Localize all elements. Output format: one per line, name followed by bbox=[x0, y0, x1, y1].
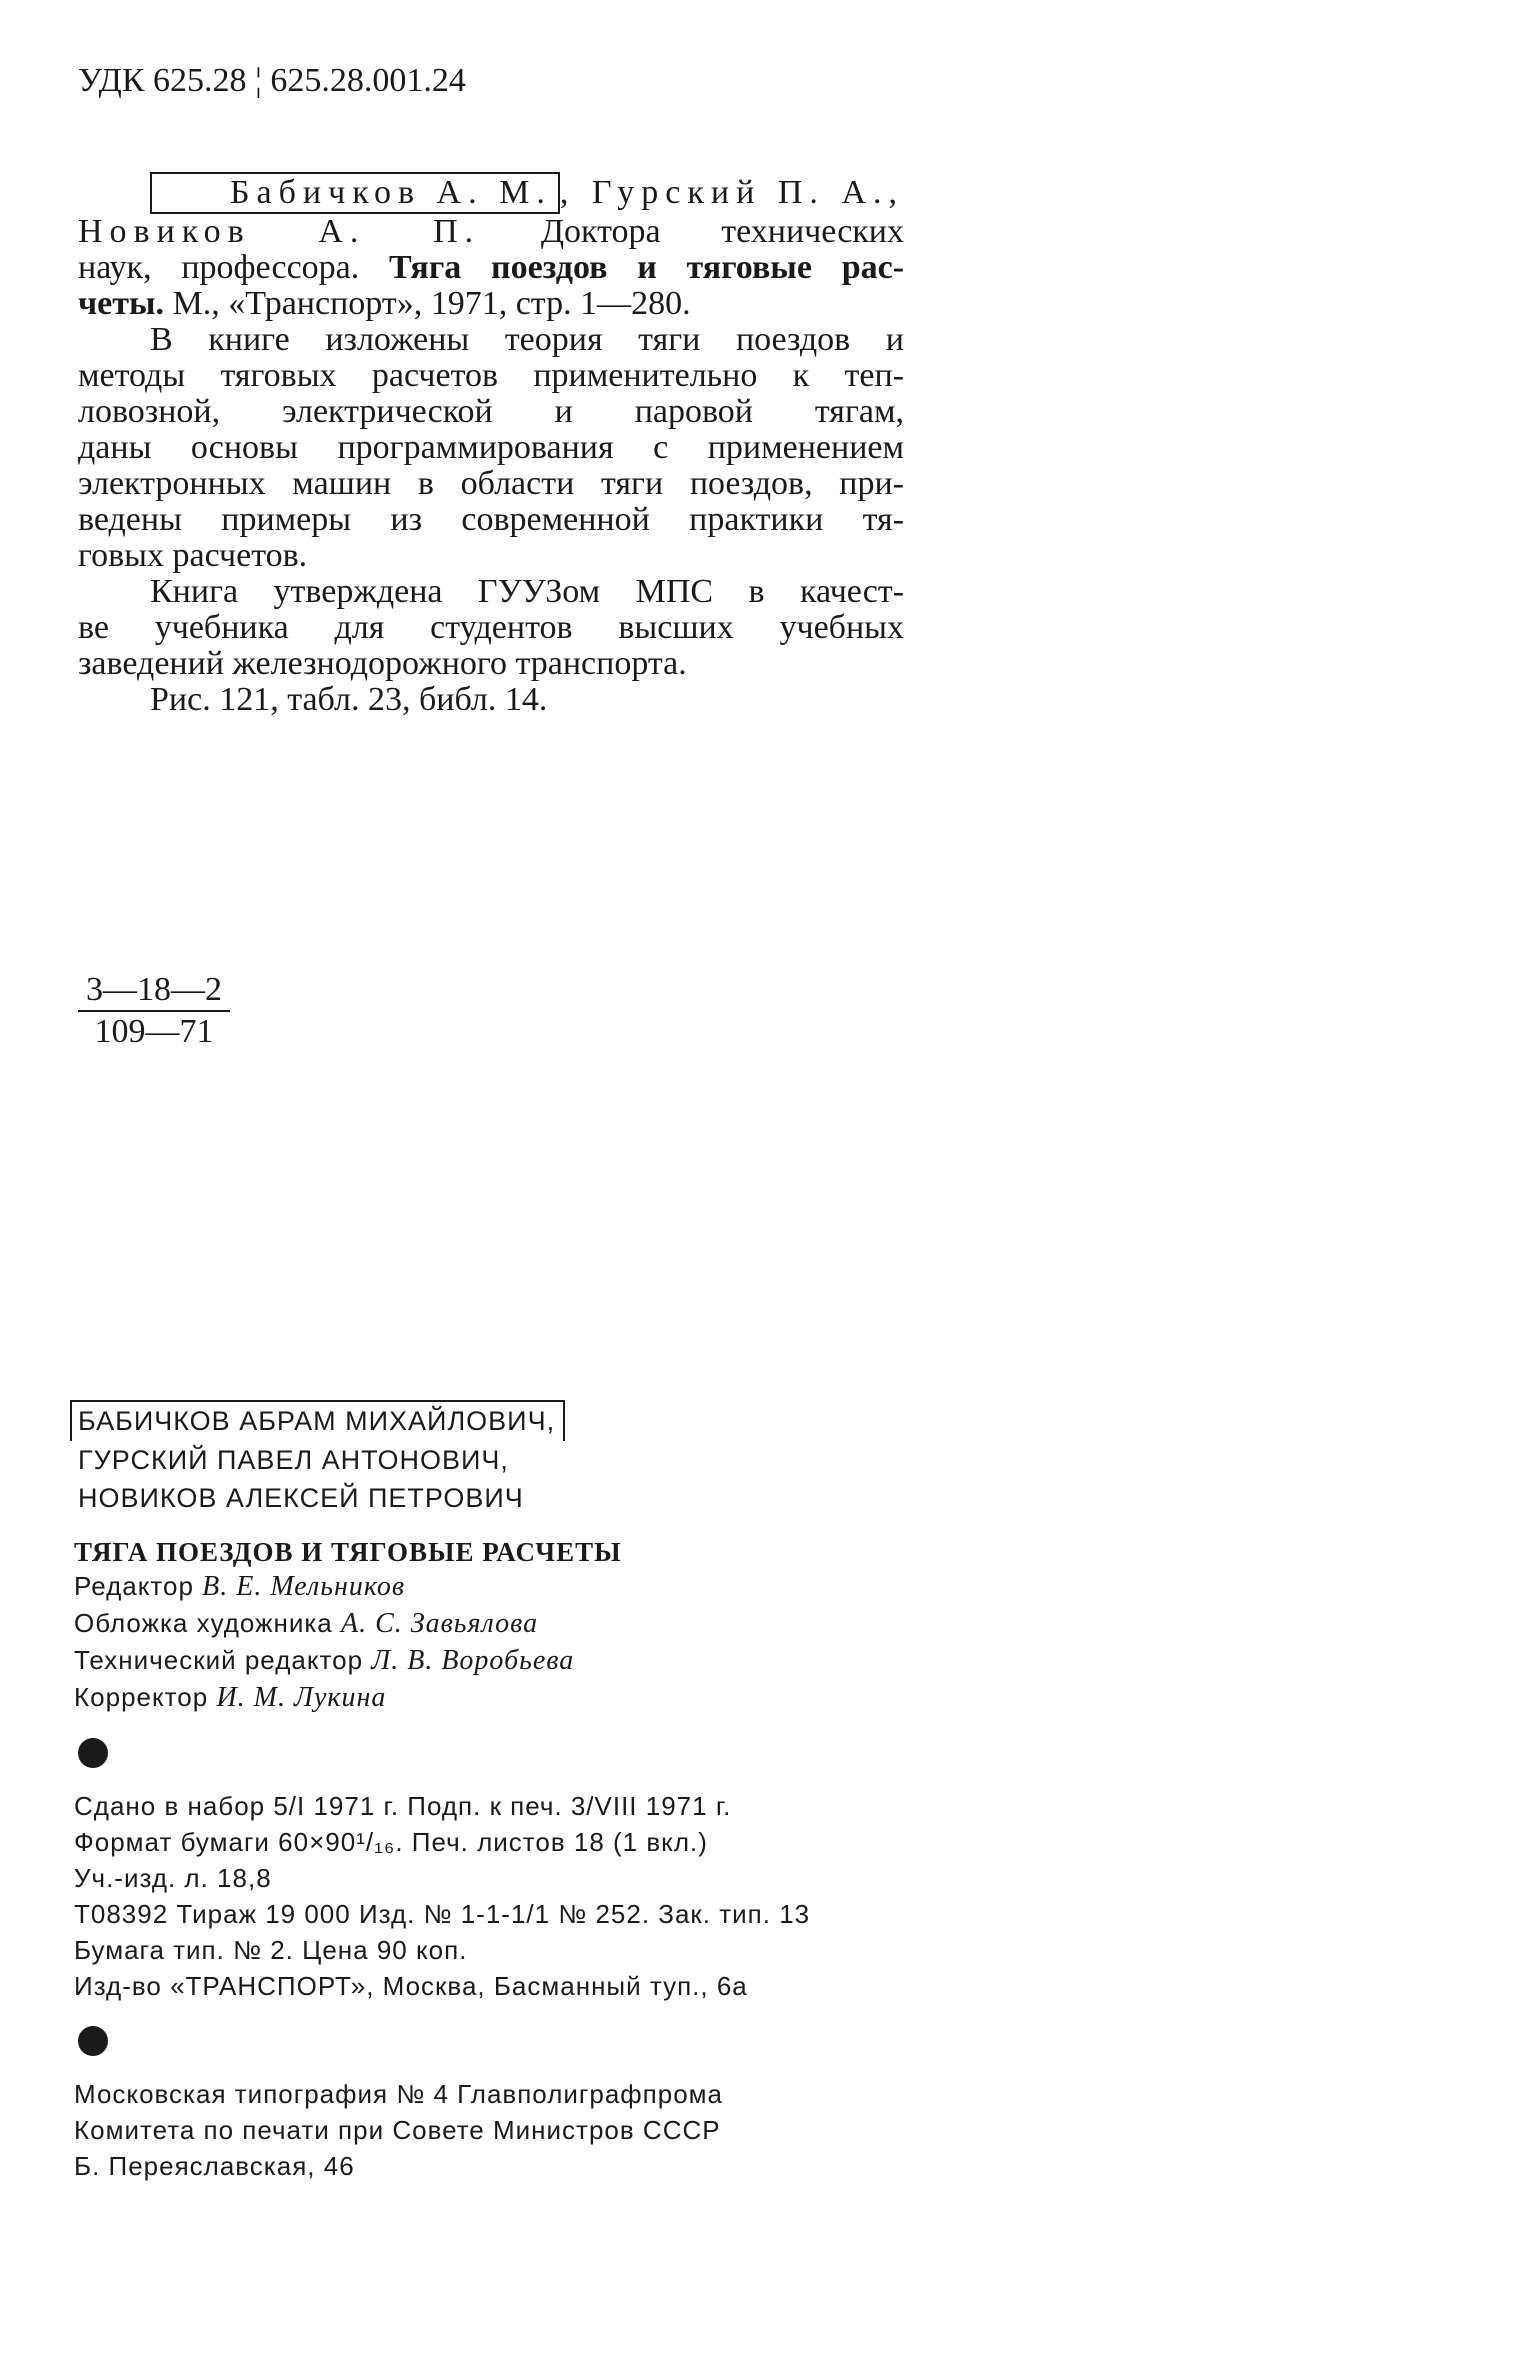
authors-line-3: наук, профессора. Тяга поездов и тяговые рас- bbox=[78, 249, 905, 286]
catalog-code-top: 3—18—2 bbox=[78, 970, 230, 1012]
imprint-line: Уч.-изд. л. 18,8 bbox=[74, 1863, 272, 1893]
imprint-line: Бумага тип. № 2. Цена 90 коп. bbox=[74, 1935, 468, 1965]
desc-line: говых расчетов. bbox=[78, 537, 308, 574]
deceased-author-box: Бабичков А. М. bbox=[150, 172, 560, 214]
catalog-code-bottom: 109—71 bbox=[94, 1013, 214, 1050]
udk-code: УДК 625.28 ¦ 625.28.001.24 bbox=[78, 62, 466, 99]
approval-line: ве учебника для студентов высших учебных bbox=[78, 609, 904, 646]
staff-line: Обложка художника А. С. Завьялова bbox=[74, 1608, 539, 1639]
imprint-line: Формат бумаги 60×90¹/₁₆. Печ. листов 18 (1 вкл.) bbox=[74, 1827, 708, 1857]
deceased-author-full: БАБИЧКОВ АБРАМ МИХАЙЛОВИЧ, bbox=[70, 1400, 565, 1441]
authors-line-1: Бабичков А. М. , Гурский П. А., bbox=[78, 172, 904, 214]
authors-line-2: Новиков А. П. Доктора технических bbox=[78, 213, 904, 250]
bullet-dot-icon bbox=[78, 1738, 108, 1768]
imprint-line: Изд-во «ТРАНСПОРТ», Москва, Басманный туп., 6а bbox=[74, 1971, 748, 2001]
staff-line: Технический редактор Л. В. Воробьева bbox=[74, 1645, 575, 1676]
bibliographic-abstract bbox=[78, 172, 904, 718]
printer-line: Московская типография № 4 Главполиграфпрома bbox=[74, 2079, 724, 2109]
staff-line: Корректор И. М. Лукина bbox=[74, 1682, 387, 1713]
author-full: НОВИКОВ АЛЕКСЕЙ ПЕТРОВИЧ bbox=[78, 1483, 524, 1513]
colophon bbox=[70, 1400, 970, 2184]
printer-line: Комитета по печати при Совете Министров СССР bbox=[74, 2115, 721, 2145]
publication-line: четы. М., «Транспорт», 1971, стр. 1—280. bbox=[78, 285, 691, 322]
imprint-line: Сдано в набор 5/I 1971 г. Подп. к печ. 3/VIII 1971 г. bbox=[74, 1791, 732, 1821]
imprint-line: Т08392 Тираж 19 000 Изд. № 1-1-1/1 № 252. Зак. тип. 13 bbox=[74, 1899, 811, 1929]
desc-line: электронных машин в области тяги поездов, при- bbox=[78, 465, 904, 502]
desc-line: ловозной, электрической и паровой тягам, bbox=[78, 393, 904, 430]
staff-line: Редактор В. Е. Мельников bbox=[74, 1571, 406, 1602]
bullet-dot-icon bbox=[78, 2026, 108, 2056]
author-full: ГУРСКИЙ ПАВЕЛ АНТОНОВИЧ, bbox=[78, 1445, 509, 1475]
desc-line: методы тяговых расчетов применительно к теп- bbox=[78, 357, 904, 394]
desc-line: В книге изложены теория тяги поездов и bbox=[150, 321, 904, 358]
printer-line: Б. Переяславская, 46 bbox=[74, 2151, 355, 2181]
book-title: ТЯГА ПОЕЗДОВ И ТЯГОВЫЕ РАСЧЕТЫ bbox=[74, 1537, 622, 1567]
catalog-code bbox=[78, 970, 230, 1052]
approval-line: заведений железнодорожного транспорта. bbox=[78, 645, 687, 682]
desc-line: даны основы программирования с применением bbox=[78, 429, 904, 466]
approval-line: Книга утверждена ГУУЗом МПС в качест- bbox=[150, 573, 904, 610]
desc-line: ведены примеры из современной практики тя- bbox=[78, 501, 904, 538]
figures-count: Рис. 121, табл. 23, библ. 14. bbox=[150, 681, 548, 718]
